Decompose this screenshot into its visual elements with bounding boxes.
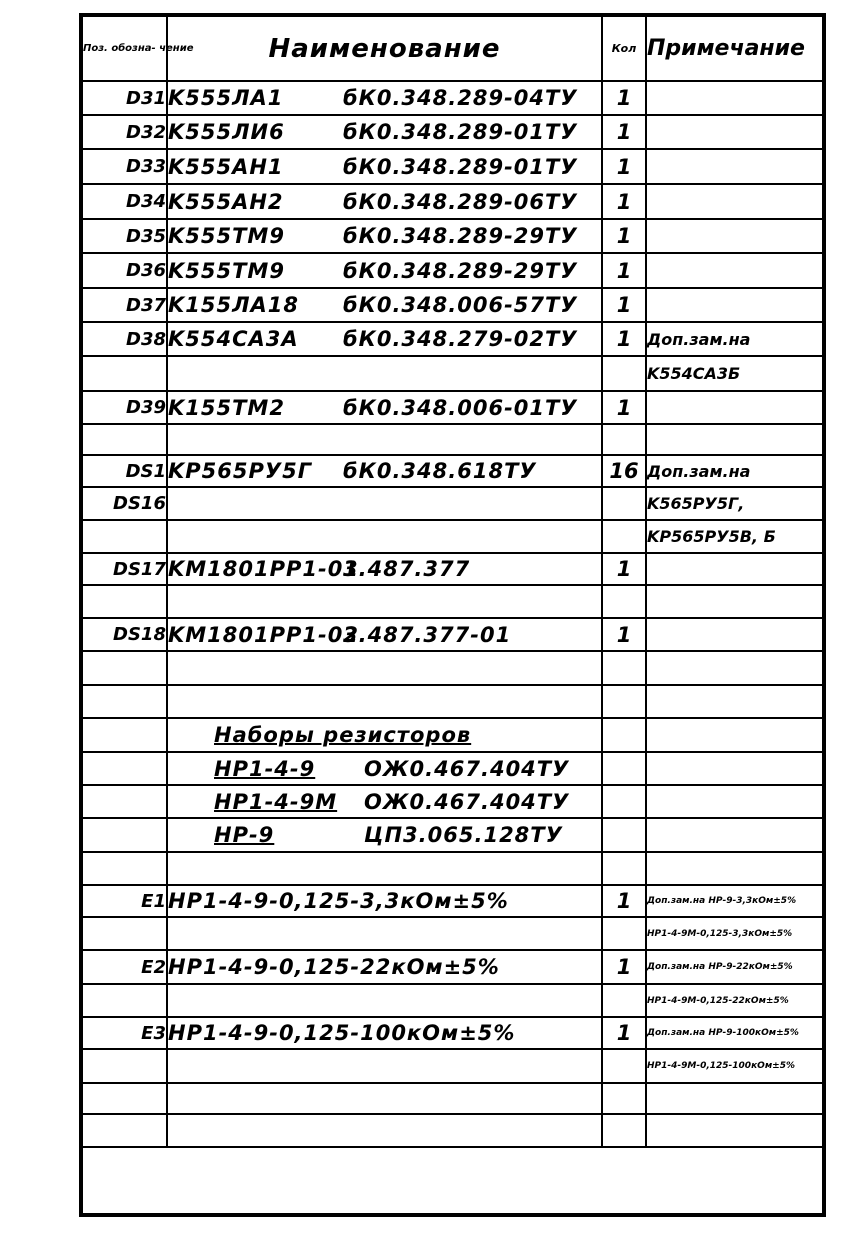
row-note: Доп.зам.на <box>646 322 822 356</box>
table-row <box>83 852 822 885</box>
row-doc-code: 3.487.377-01 <box>343 622 512 647</box>
table-row <box>83 885 822 917</box>
row-name-wrap <box>168 623 601 647</box>
row-note <box>646 553 822 585</box>
row-quantity <box>602 685 646 718</box>
row-position: DS1 <box>83 455 167 487</box>
row-position <box>83 1083 167 1114</box>
table-row <box>83 253 822 288</box>
row-position: DS17 <box>83 553 167 585</box>
row-name: K555ТМ9 <box>168 224 285 248</box>
row-position <box>83 685 167 718</box>
table-row <box>83 785 822 818</box>
row-quantity <box>602 585 646 618</box>
row-name-cell <box>167 81 602 115</box>
row-quantity: 1 <box>602 288 646 322</box>
row-position <box>83 752 167 785</box>
row-name-cell <box>167 1083 602 1114</box>
row-position <box>83 356 167 391</box>
row-name-wrap <box>168 1021 601 1045</box>
row-name: K555ЛИ6 <box>168 120 285 144</box>
row-note <box>646 391 822 424</box>
specification-table <box>83 17 822 1148</box>
header-row <box>83 17 822 81</box>
table-row <box>83 553 822 585</box>
row-note <box>646 288 822 322</box>
row-quantity <box>602 852 646 885</box>
row-name-wrap <box>168 396 601 420</box>
row-note: НР1-4-9М-0,125-100кОм±5% <box>646 1049 822 1083</box>
row-quantity <box>602 356 646 391</box>
row-position: D37 <box>83 288 167 322</box>
row-doc-code: бК0.348.618ТУ <box>343 459 537 483</box>
table-row <box>83 219 822 253</box>
row-note <box>646 149 822 184</box>
row-position <box>83 818 167 852</box>
table-row <box>83 424 822 455</box>
table-row <box>83 322 822 356</box>
row-position: E2 <box>83 950 167 984</box>
row-quantity: 1 <box>602 184 646 219</box>
row-note <box>646 718 822 752</box>
row-name-wrap <box>168 224 601 248</box>
row-quantity: 1 <box>602 253 646 288</box>
row-name-cell <box>167 288 602 322</box>
row-quantity: 1 <box>602 950 646 984</box>
row-position: DS16 <box>83 487 167 520</box>
row-note <box>646 818 822 852</box>
row-name-wrap <box>214 823 601 847</box>
row-name-cell <box>167 618 602 651</box>
row-doc-code: 3.487.377 <box>343 557 471 581</box>
row-position: E3 <box>83 1017 167 1049</box>
table-row <box>83 917 822 950</box>
row-name: Наборы резисторов <box>214 723 472 747</box>
row-doc-code: бК0.348.289-06ТУ <box>343 189 578 214</box>
table-row <box>83 651 822 685</box>
row-note: Доп.зам.на НР-9-100кОм±5% <box>646 1017 822 1049</box>
header-pos: Поз. обозна- чение <box>83 17 167 81</box>
row-position: DS18 <box>83 618 167 651</box>
row-name: KР565РУ5Г <box>168 459 313 483</box>
header-note: Примечание <box>646 17 822 81</box>
row-name: K555ЛА1 <box>168 86 284 110</box>
row-doc-code: ОЖ0.467.404ТУ <box>364 789 570 814</box>
table-row <box>83 618 822 651</box>
row-quantity: 1 <box>602 115 646 149</box>
row-name-cell <box>167 651 602 685</box>
row-position <box>83 917 167 950</box>
blank-bottom-area <box>83 1159 822 1213</box>
row-note <box>646 115 822 149</box>
row-note <box>646 1114 822 1147</box>
row-quantity <box>602 520 646 553</box>
row-name-wrap <box>214 790 601 814</box>
row-name-wrap <box>168 955 601 979</box>
table-row <box>83 1017 822 1049</box>
table-row <box>83 487 822 520</box>
row-name-cell <box>167 356 602 391</box>
row-doc-code: бК0.348.289-29ТУ <box>343 258 578 283</box>
row-name-wrap <box>168 120 601 144</box>
row-note: Доп.зам.на <box>646 455 822 487</box>
row-name-cell <box>167 424 602 455</box>
row-note <box>646 81 822 115</box>
row-position: D33 <box>83 149 167 184</box>
row-quantity <box>602 984 646 1017</box>
row-name-cell <box>167 852 602 885</box>
row-name-wrap <box>168 293 601 317</box>
row-name-cell <box>167 885 602 917</box>
row-name-cell <box>167 391 602 424</box>
row-name-cell <box>167 149 602 184</box>
table-row <box>83 685 822 718</box>
table-row <box>83 818 822 852</box>
row-name: НР1-4-9 <box>214 756 316 781</box>
row-name-wrap <box>168 259 601 283</box>
row-name-cell <box>167 818 602 852</box>
table-row <box>83 184 822 219</box>
row-position <box>83 718 167 752</box>
row-name-cell <box>167 1017 602 1049</box>
row-note <box>646 785 822 818</box>
row-name: K555АН2 <box>168 189 284 214</box>
row-name-wrap <box>168 327 601 351</box>
table-row <box>83 115 822 149</box>
row-position <box>83 520 167 553</box>
row-doc-code: ЦП3.065.128ТУ <box>364 823 563 847</box>
row-note <box>646 752 822 785</box>
row-name-wrap <box>214 757 601 781</box>
table-row <box>83 1083 822 1114</box>
row-name-cell <box>167 455 602 487</box>
table-row <box>83 718 822 752</box>
row-position <box>83 651 167 685</box>
row-position: D31 <box>83 81 167 115</box>
row-quantity <box>602 1114 646 1147</box>
row-name-cell <box>167 917 602 950</box>
row-doc-code: бК0.348.006-01ТУ <box>343 395 578 420</box>
table-row <box>83 455 822 487</box>
table-row <box>83 288 822 322</box>
row-note: Доп.зам.на НР-9-22кОм±5% <box>646 950 822 984</box>
row-position <box>83 1049 167 1083</box>
row-position <box>83 984 167 1017</box>
row-name: НР1-4-9-0,125-3,3кОм±5% <box>168 889 509 913</box>
row-note <box>646 618 822 651</box>
row-position: D36 <box>83 253 167 288</box>
row-name-cell <box>167 950 602 984</box>
row-note <box>646 1083 822 1114</box>
row-name-cell <box>167 115 602 149</box>
row-note <box>646 651 822 685</box>
table-row <box>83 391 822 424</box>
row-name-cell <box>167 1114 602 1147</box>
table-row <box>83 752 822 785</box>
row-name-wrap <box>168 190 601 214</box>
table-row <box>83 81 822 115</box>
row-quantity <box>602 487 646 520</box>
table-body <box>83 81 822 1147</box>
row-quantity <box>602 917 646 950</box>
table-row <box>83 984 822 1017</box>
row-name: KМ1801РР1-01 <box>168 557 359 581</box>
row-quantity <box>602 718 646 752</box>
row-quantity: 1 <box>602 553 646 585</box>
row-name: K155ЛА18 <box>168 293 300 317</box>
row-doc-code: бК0.348.289-01ТУ <box>343 154 578 179</box>
row-name: НР1-4-9М <box>214 789 338 814</box>
row-quantity <box>602 785 646 818</box>
row-quantity: 1 <box>602 885 646 917</box>
row-note <box>646 253 822 288</box>
row-position: D38 <box>83 322 167 356</box>
row-name-cell <box>167 685 602 718</box>
row-name-cell <box>167 553 602 585</box>
row-position: D34 <box>83 184 167 219</box>
row-note: НР1-4-9М-0,125-22кОм±5% <box>646 984 822 1017</box>
row-name-cell <box>167 322 602 356</box>
row-doc-code: бК0.348.006-57ТУ <box>343 293 578 317</box>
table-row <box>83 149 822 184</box>
row-quantity <box>602 818 646 852</box>
row-note: НР1-4-9М-0,125-3,3кОм±5% <box>646 917 822 950</box>
row-name-cell <box>167 785 602 818</box>
row-position: D39 <box>83 391 167 424</box>
row-name: K555ТМ9 <box>168 258 285 283</box>
row-name: НР1-4-9-0,125-22кОм±5% <box>168 955 500 979</box>
row-quantity <box>602 1083 646 1114</box>
row-name-cell <box>167 184 602 219</box>
row-position <box>83 1114 167 1147</box>
row-quantity: 16 <box>602 455 646 487</box>
row-doc-code: ОЖ0.467.404ТУ <box>364 756 570 781</box>
row-name: K554СА3А <box>168 327 299 351</box>
header-qty: Кол <box>602 17 646 81</box>
row-name-wrap <box>168 86 601 110</box>
table-row <box>83 1049 822 1083</box>
row-doc-code: бК0.348.289-29ТУ <box>343 224 578 248</box>
row-doc-code: бК0.348.289-01ТУ <box>343 120 578 144</box>
row-quantity <box>602 651 646 685</box>
row-position: E1 <box>83 885 167 917</box>
row-note: K565РУ5Г, <box>646 487 822 520</box>
row-position <box>83 785 167 818</box>
row-quantity <box>602 424 646 455</box>
row-note <box>646 685 822 718</box>
header-name: Наименование <box>167 17 602 81</box>
row-name: K555АН1 <box>168 154 284 179</box>
row-name-cell <box>167 752 602 785</box>
row-name: KМ1801РР1-02 <box>168 622 359 647</box>
row-note: Доп.зам.на НР-9-3,3кОм±5% <box>646 885 822 917</box>
row-name-cell <box>167 718 602 752</box>
row-name-wrap <box>168 155 601 179</box>
row-name-wrap <box>168 557 601 581</box>
row-quantity <box>602 1049 646 1083</box>
row-note: K554CA3Б <box>646 356 822 391</box>
row-quantity <box>602 752 646 785</box>
row-name: НР-9 <box>214 823 275 847</box>
row-note <box>646 219 822 253</box>
row-name-wrap <box>214 723 601 747</box>
row-note <box>646 852 822 885</box>
row-name-wrap <box>168 459 601 483</box>
row-quantity: 1 <box>602 391 646 424</box>
row-name-cell <box>167 253 602 288</box>
row-quantity: 1 <box>602 322 646 356</box>
row-quantity: 1 <box>602 1017 646 1049</box>
row-quantity: 1 <box>602 219 646 253</box>
row-position <box>83 585 167 618</box>
row-note <box>646 184 822 219</box>
row-name-cell <box>167 487 602 520</box>
row-doc-code: бК0.348.289-04ТУ <box>343 86 578 110</box>
row-position <box>83 852 167 885</box>
row-quantity: 1 <box>602 618 646 651</box>
table-row <box>83 520 822 553</box>
row-position: D35 <box>83 219 167 253</box>
table-row <box>83 585 822 618</box>
row-name-cell <box>167 1049 602 1083</box>
table-row <box>83 1114 822 1147</box>
row-doc-code: бК0.348.279-02ТУ <box>343 327 578 351</box>
specification-sheet <box>79 13 826 1217</box>
row-quantity: 1 <box>602 149 646 184</box>
row-name: НР1-4-9-0,125-100кОм±5% <box>168 1021 516 1045</box>
row-position: D32 <box>83 115 167 149</box>
row-name-cell <box>167 984 602 1017</box>
table-row <box>83 950 822 984</box>
row-note: KР565РУ5В, Б <box>646 520 822 553</box>
row-name-wrap <box>168 889 601 913</box>
row-name-cell <box>167 520 602 553</box>
row-quantity: 1 <box>602 81 646 115</box>
row-name: K155ТМ2 <box>168 395 285 420</box>
row-name-cell <box>167 219 602 253</box>
row-note <box>646 585 822 618</box>
row-note <box>646 424 822 455</box>
table-row <box>83 356 822 391</box>
row-position <box>83 424 167 455</box>
row-name-cell <box>167 585 602 618</box>
